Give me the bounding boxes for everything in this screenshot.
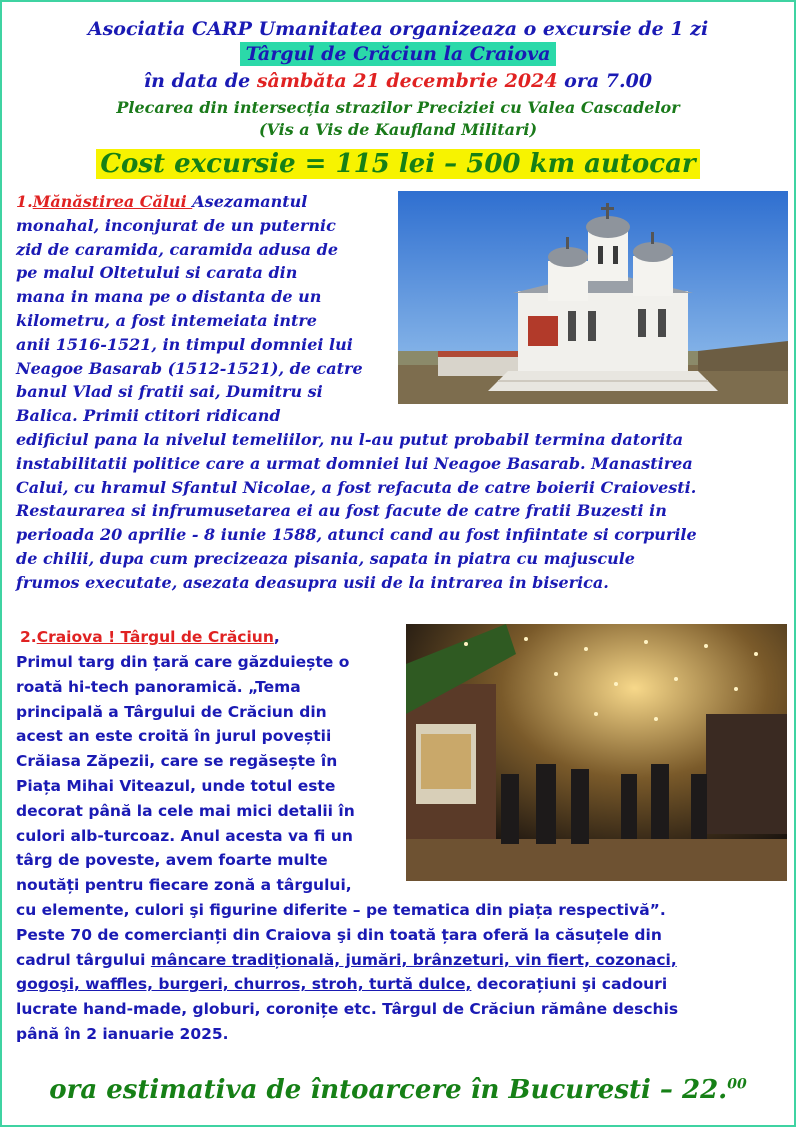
section1-line: perioada 20 aprilie - 8 iunie 1588, atunci cand au fost infiintate si corpurile bbox=[16, 525, 697, 545]
section2-line: Crăiasa Zăpezii, care se regăsește în bbox=[16, 752, 338, 771]
section1-line: mana in mana pe o distanta de un bbox=[16, 287, 322, 307]
section1-line: kilometru, a fost intemeiata intre bbox=[16, 310, 317, 330]
departure-location: Plecarea din intersecția strazilor Preciziei cu Valea Cascadelor bbox=[116, 98, 680, 117]
section2-line: noutăți pentru fiecare zonă a târgului, bbox=[16, 876, 352, 895]
section2-line: roată hi-tech panoramică. „Tema bbox=[16, 677, 301, 696]
departure-landmark: (Vis a Vis de Kaufland Militari) bbox=[258, 120, 538, 139]
section2-title: Craiova ! Târgul de Crăciun bbox=[36, 628, 274, 646]
products-prefix: cadrul târgului bbox=[16, 950, 151, 969]
section2-line: lucrate hand-made, globuri, coronițe etc. Târgul de Crăciun rămâne deschis bbox=[16, 1000, 679, 1019]
section1-line: banul Vlad si fratii sai, Dumitru si bbox=[16, 382, 323, 402]
section1-line: Calui, cu hramul Sfantul Nicolae, a fost refacuta de catre boierii Craiovesti. bbox=[16, 477, 697, 497]
section2-left-text bbox=[16, 650, 408, 898]
section2-line: Piața Mihai Viteazul, unde totul este bbox=[16, 776, 336, 795]
header-date-line bbox=[2, 70, 794, 92]
return-time-footer bbox=[2, 1075, 794, 1105]
header-organizer: Asociatia CARP Umanitatea organizeaza o excursie de 1 zi bbox=[87, 18, 709, 40]
section1-number: 1. bbox=[16, 192, 33, 211]
section2-line: până în 2 ianuarie 2025. bbox=[16, 1024, 229, 1043]
event-time: ora 7.00 bbox=[557, 70, 653, 92]
section2-line: decorat până la cele mai mici detalii în bbox=[16, 801, 355, 820]
section2-line: târg de poveste, avem foarte multe bbox=[16, 851, 328, 870]
section1-line: monahal, inconjurat de un puternic bbox=[16, 215, 336, 235]
section2-products-line bbox=[16, 948, 791, 973]
christmas-market-photo bbox=[406, 624, 787, 881]
products-list-part2: gogoşi, waffles, burgeri, churros, stroh, turtă dulce, bbox=[16, 975, 472, 994]
section2-heading-line bbox=[20, 625, 408, 650]
section1-line: instabilitatii politice care a urmat domniei lui Neagoe Basarab. Manastirea bbox=[16, 453, 693, 473]
section2-line: Primul targ din țară care găzduiește o bbox=[16, 653, 350, 671]
section1-line: zid de caramida, caramida adusa de bbox=[16, 239, 339, 259]
event-date: sâmbăta 21 decembrie 2024 bbox=[256, 70, 558, 92]
return-time-text: ora estimativa de întoarcere în Bucuresti – 22. bbox=[49, 1075, 728, 1105]
section2-line: culori alb-turcoaz. Anul acesta va fi un bbox=[16, 826, 353, 845]
section1-intro bbox=[16, 190, 396, 428]
section1-line: Asezamantul bbox=[192, 192, 308, 211]
section2-products-line bbox=[16, 972, 791, 997]
section2-intro bbox=[20, 625, 408, 650]
section1-continued bbox=[16, 428, 791, 595]
section2-line: acest an este croită în jurul poveștii bbox=[16, 727, 332, 746]
section2-line: cu elemente, culori şi figurine diferite – pe tematica din piața respectivă”. bbox=[16, 901, 666, 919]
return-time-minutes: 00 bbox=[727, 1076, 747, 1093]
header-event-title: Târgul de Crăciun la Craiova bbox=[240, 42, 557, 66]
section1-line: edificiul pana la nivelul temeliilor, nu l-au putut probabil termina datorita bbox=[16, 430, 684, 449]
header-event-wrap bbox=[2, 42, 794, 66]
section2-line: principală a Târgului de Crăciun din bbox=[16, 702, 327, 721]
section2-line: Peste 70 de comercianți din Craiova şi din toată țara oferă la căsuțele din bbox=[16, 925, 662, 944]
section1-heading-line bbox=[16, 190, 396, 214]
section2-title-suffix: , bbox=[273, 628, 280, 646]
christmas-market-illustration bbox=[406, 624, 787, 881]
section1-line: Restaurarea si infrumusetarea ei au fost facute de catre fratii Buzesti in bbox=[16, 501, 667, 521]
section1-line: frumos executate, asezata deasupra usii de la intrarea in biserica. bbox=[16, 572, 609, 592]
monastery-illustration bbox=[398, 191, 788, 404]
products-suffix: decorațiuni şi cadouri bbox=[471, 975, 668, 994]
monastery-photo bbox=[398, 191, 788, 404]
date-prefix: în data de bbox=[143, 70, 257, 92]
section1-line: anii 1516-1521, in timpul domniei lui bbox=[16, 334, 353, 354]
cost-banner: Cost excursie = 115 lei – 500 km autocar bbox=[96, 149, 699, 179]
section1-line: pe malul Oltetului si carata din bbox=[16, 263, 298, 283]
cost-wrap bbox=[2, 149, 794, 179]
section2-number: 2. bbox=[20, 628, 37, 646]
section1-line: Neagoe Basarab (1512-1521), de catre bbox=[16, 358, 363, 378]
section1-line: Balica. Primii ctitori ridicand bbox=[16, 406, 281, 426]
section1-title: Mănăstirea Călui bbox=[32, 192, 193, 211]
section1-line: de chilii, dupa cum precizeaza pisania, sapata in piatra cu majuscule bbox=[16, 548, 635, 568]
products-list-part1: mâncare tradițională, jumări, brânzeturi, vin fiert, cozonaci, bbox=[150, 950, 677, 969]
section2-continued bbox=[16, 898, 791, 1047]
